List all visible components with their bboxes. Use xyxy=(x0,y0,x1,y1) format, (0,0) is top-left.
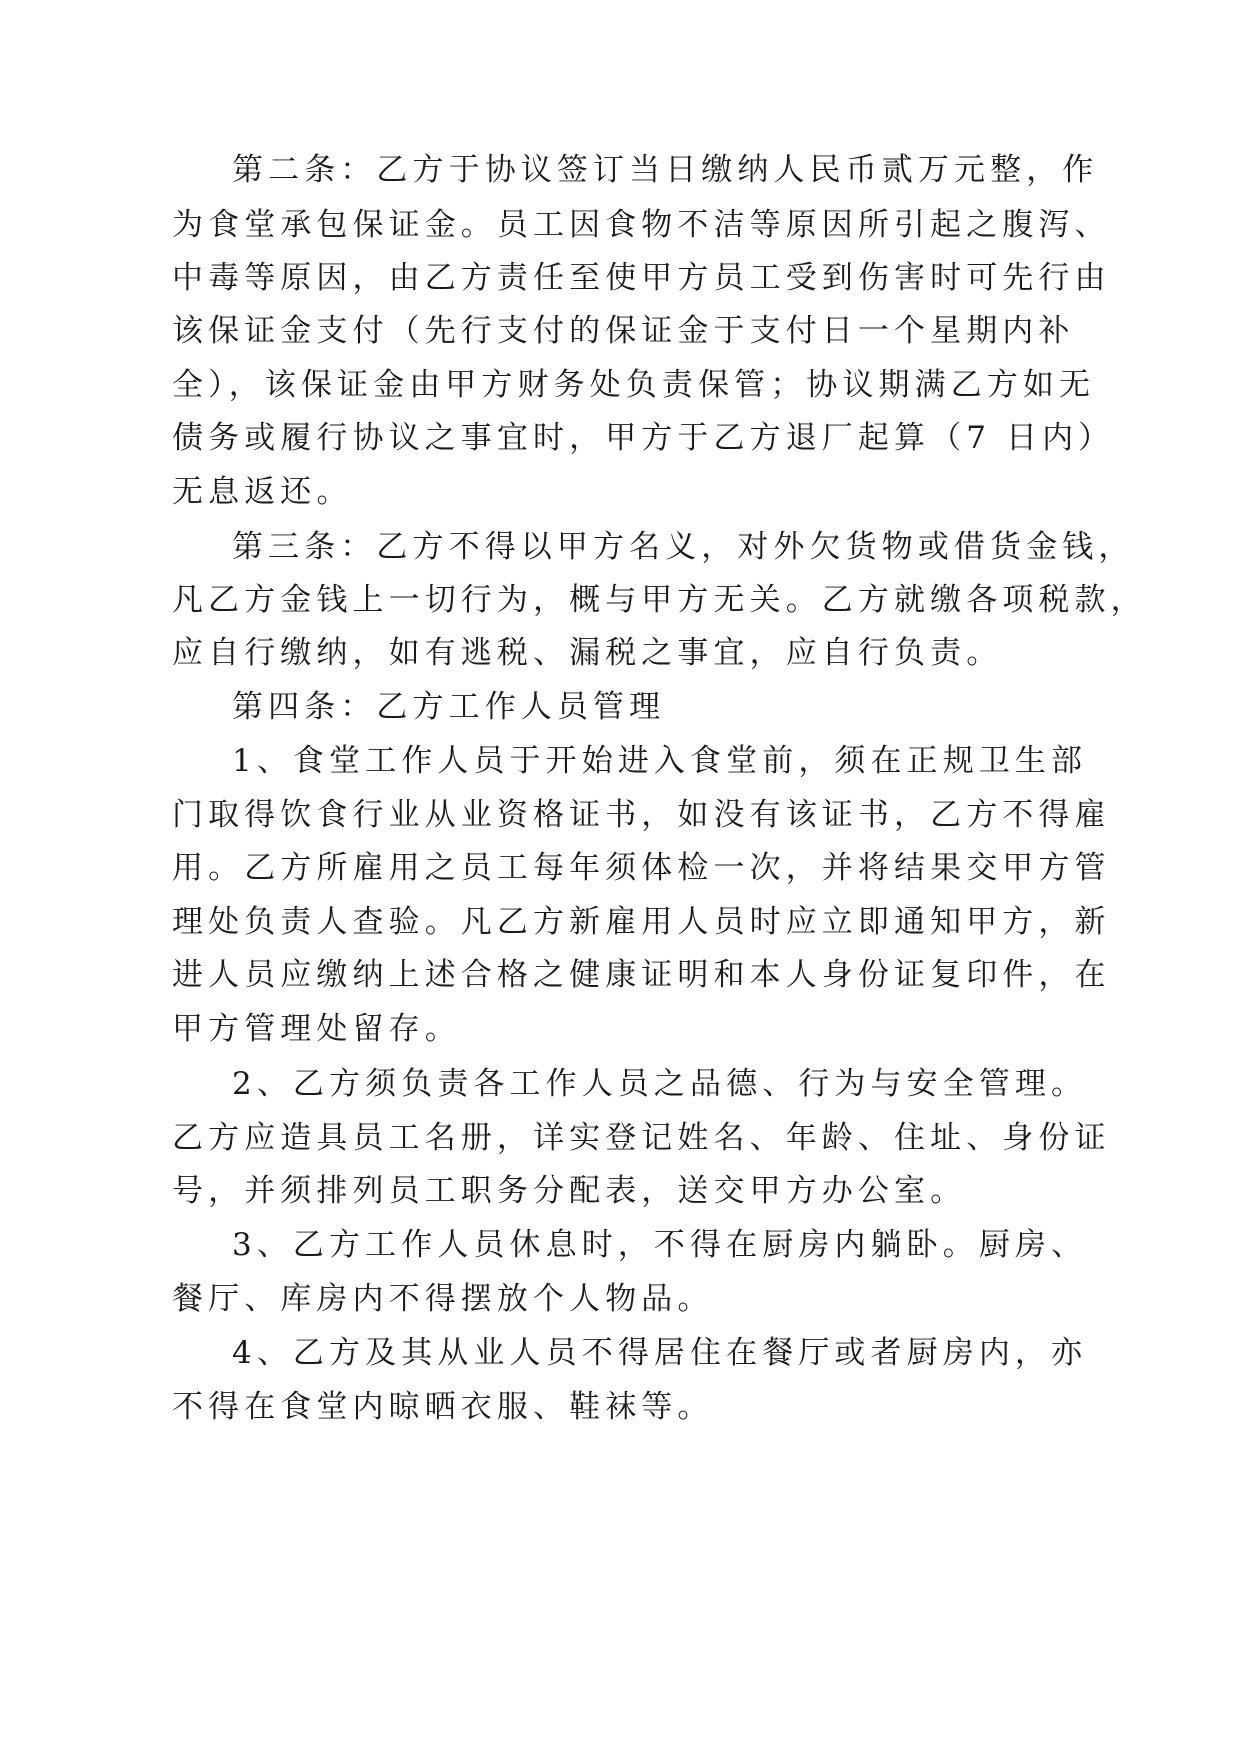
text-line: 中毒等原因，由乙方责任至使甲方员工受到伤害时可先行由 xyxy=(172,260,1111,296)
text-line: 第三条：乙方不得以甲方名义，对外欠货物或借货金钱， xyxy=(232,529,1135,565)
text-line: 餐厅、库房内不得摆放个人物品。 xyxy=(172,1281,714,1317)
text-line: 用。乙方所雇用之员工每年须体检一次，并将结果交甲方管 xyxy=(172,850,1111,886)
text-line: 1、食堂工作人员于开始进入食堂前，须在正规卫生部 xyxy=(232,743,1088,779)
text-line: 凡乙方金钱上一切行为，概与甲方无关。乙方就缴各项税款， xyxy=(172,582,1147,618)
text-line: 不得在食堂内晾晒衣服、鞋袜等。 xyxy=(172,1389,714,1425)
text-line: 第二条：乙方于协议签订当日缴纳人民币贰万元整，作 xyxy=(232,152,1099,188)
text-line: 该保证金支付（先行支付的保证金于支付日一个星期内补 xyxy=(172,313,1075,349)
text-line: 理处负责人查验。凡乙方新雇用人员时应立即通知甲方，新 xyxy=(172,904,1111,940)
text-line: 第四条：乙方工作人员管理 xyxy=(232,689,666,725)
text-line: 3、乙方工作人员休息时，不得在厨房内躺卧。厨房、 xyxy=(232,1227,1088,1263)
text-line: 甲方管理处留存。 xyxy=(172,1011,461,1047)
text-line: 4、乙方及其从业人员不得居住在餐厅或者厨房内，亦 xyxy=(232,1335,1088,1371)
text-line: 全），该保证金由甲方财务处负责保管；协议期满乙方如无 xyxy=(172,367,1096,403)
text-line: 2、乙方须负责各工作人员之品德、行为与安全管理。 xyxy=(232,1066,1088,1102)
text-line: 号，并须排列员工职务分配表，送交甲方办公室。 xyxy=(172,1173,967,1209)
text-line: 为食堂承包保证金。员工因食物不洁等原因所引起之腹泻、 xyxy=(172,207,1111,243)
text-line: 无息返还。 xyxy=(172,474,353,510)
text-line: 进人员应缴纳上述合格之健康证明和本人身份证复印件，在 xyxy=(172,957,1111,993)
text-line: 乙方应造具员工名册，详实登记姓名、年龄、住址、身份证 xyxy=(172,1120,1111,1156)
text-line: 门取得饮食行业从业资格证书，如没有该证书，乙方不得雇 xyxy=(172,797,1111,833)
text-line: 应自行缴纳，如有逃税、漏税之事宜，应自行负责。 xyxy=(172,635,1003,671)
text-line: 债务或履行协议之事宜时，甲方于乙方退厂起算（7 日内） xyxy=(172,420,1115,456)
